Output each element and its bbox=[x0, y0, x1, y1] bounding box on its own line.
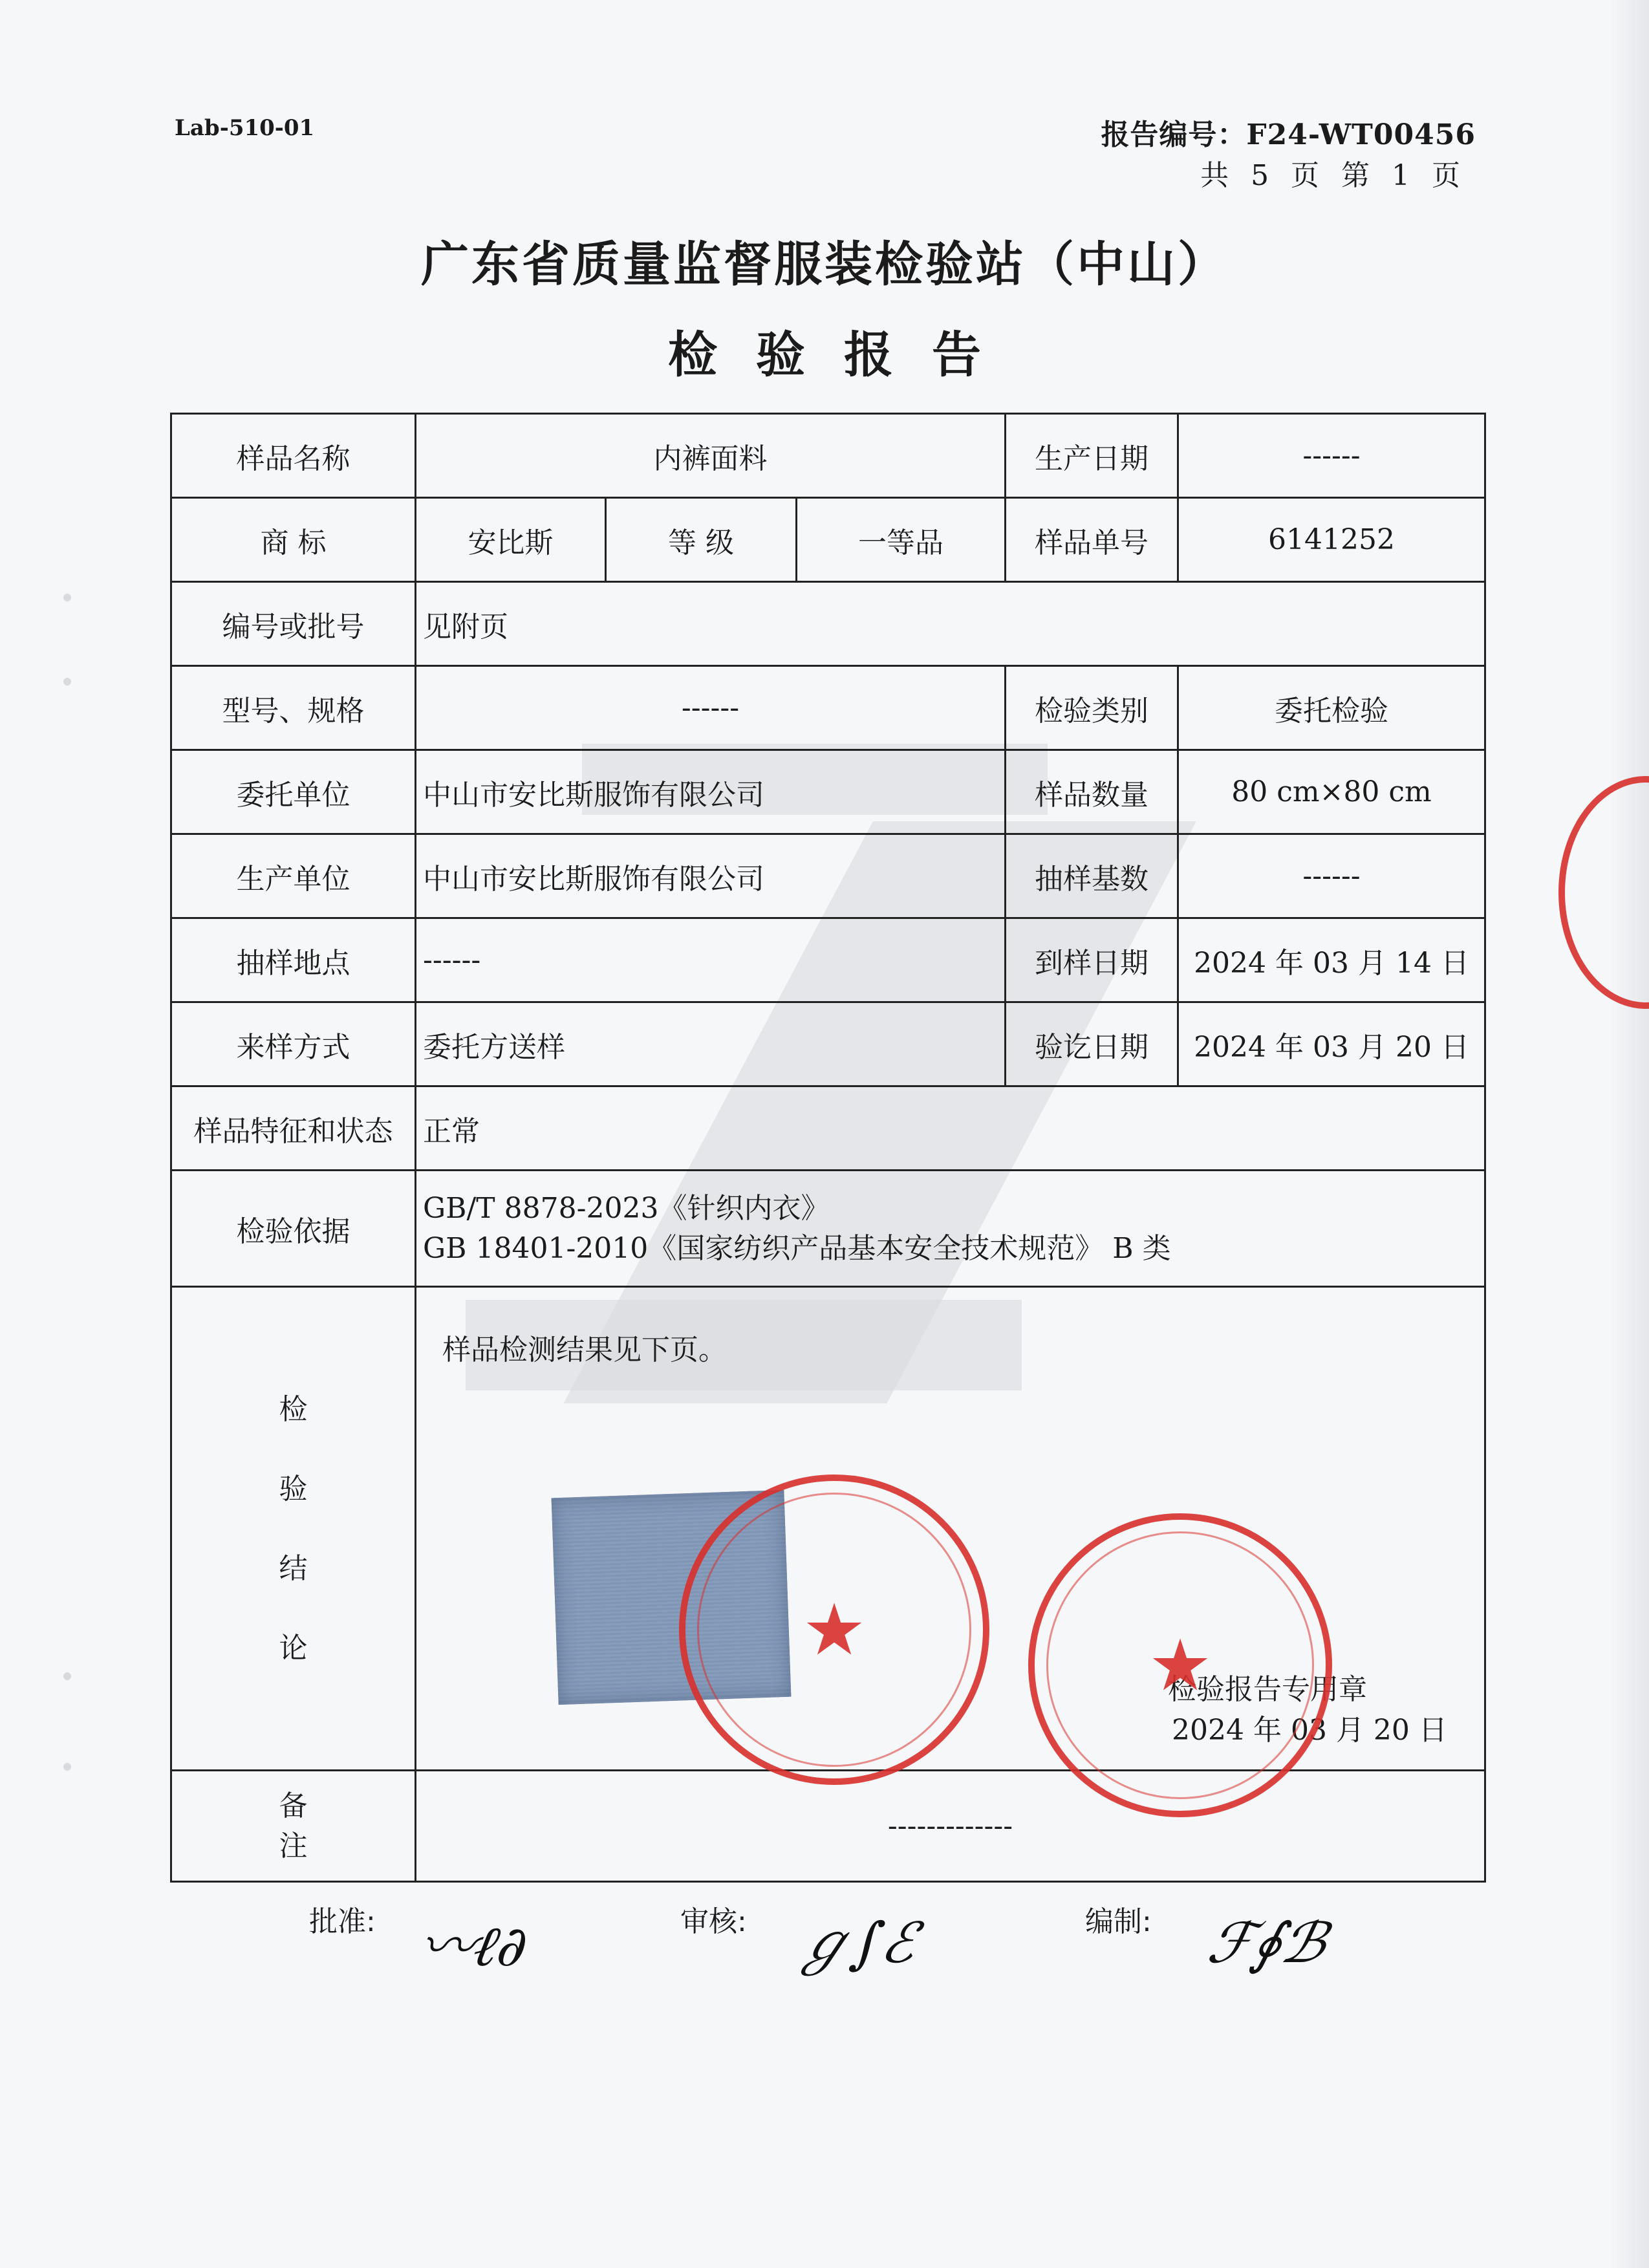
remarks-label-char: 备 bbox=[279, 1789, 308, 1822]
client-value: 中山市安比斯服饰有限公司 bbox=[416, 750, 1006, 834]
stamp-date: 2024 年 03 月 20 日 bbox=[1172, 1714, 1447, 1747]
remarks-value: ------------- bbox=[416, 1771, 1485, 1882]
approver-signature: 〰ℓ∂ bbox=[412, 1914, 534, 1979]
batch-value: 见附页 bbox=[416, 582, 1485, 666]
sample-name-value: 内裤面料 bbox=[416, 414, 1006, 498]
production-date-label: 生产日期 bbox=[1006, 414, 1178, 498]
table-row bbox=[171, 1002, 1485, 1086]
conclusion-text: 样品检测结果见下页。 bbox=[442, 1334, 727, 1366]
table-row bbox=[171, 1086, 1485, 1171]
quantity-label: 样品数量 bbox=[1006, 750, 1178, 834]
remarks-label bbox=[171, 1771, 416, 1882]
batch-label: 编号或批号 bbox=[171, 582, 416, 666]
table-row bbox=[171, 414, 1485, 498]
conclusion-label-char: 检 bbox=[279, 1392, 308, 1426]
punch-mark bbox=[63, 678, 71, 686]
document-id: Lab-510-01 bbox=[175, 115, 315, 141]
basis-label: 检验依据 bbox=[171, 1171, 416, 1287]
grade-label: 等 级 bbox=[606, 498, 797, 582]
punch-mark bbox=[63, 1763, 71, 1771]
conclusion-label bbox=[171, 1287, 416, 1771]
punch-mark bbox=[63, 1672, 71, 1680]
page-title: 广东省质量监督服装检验站（中山） bbox=[421, 237, 1228, 292]
sampling-base-label: 抽样基数 bbox=[1006, 834, 1178, 918]
brand-label: 商 标 bbox=[171, 498, 416, 582]
grade-value: 一等品 bbox=[797, 498, 1006, 582]
client-label: 委托单位 bbox=[171, 750, 416, 834]
reviewer-signature: ℊ∫ℰ bbox=[790, 1911, 923, 1976]
report-number: 报告编号：F24-WT00456 bbox=[1101, 118, 1476, 151]
basis-value bbox=[416, 1171, 1485, 1287]
brand-value: 安比斯 bbox=[416, 498, 606, 582]
table-row bbox=[171, 750, 1485, 834]
review-label: 审核: bbox=[680, 1905, 747, 1938]
delivery-method-label: 来样方式 bbox=[171, 1002, 416, 1086]
remarks-label-char: 注 bbox=[279, 1829, 308, 1863]
conclusion-label-char: 结 bbox=[279, 1551, 308, 1585]
test-type-value: 委托检验 bbox=[1178, 666, 1485, 750]
completion-date-label: 验讫日期 bbox=[1006, 1002, 1178, 1086]
star-icon: ★ bbox=[802, 1588, 867, 1671]
arrival-date-label: 到样日期 bbox=[1006, 918, 1178, 1002]
sample-no-value: 6141252 bbox=[1178, 498, 1485, 582]
page-info: 共 5 页 第 1 页 bbox=[1200, 159, 1467, 192]
table-row bbox=[171, 1771, 1485, 1882]
table-row bbox=[171, 582, 1485, 666]
table-row bbox=[171, 666, 1485, 750]
arrival-date-value: 2024 年 03 月 14 日 bbox=[1178, 918, 1485, 1002]
star-icon: ★ bbox=[1148, 1624, 1212, 1707]
stamp-label: 检验报告专用章 bbox=[1168, 1673, 1367, 1706]
table-row bbox=[171, 834, 1485, 918]
production-date-value: ------ bbox=[1178, 414, 1485, 498]
basis-line-2: GB 18401-2010《国家纺织产品基本安全技术规范》 B 类 bbox=[423, 1231, 1171, 1265]
table-row bbox=[171, 498, 1485, 582]
condition-value: 正常 bbox=[416, 1086, 1485, 1171]
compile-label: 编制: bbox=[1085, 1905, 1152, 1938]
producer-label: 生产单位 bbox=[171, 834, 416, 918]
sampling-place-value: ------ bbox=[416, 918, 1006, 1002]
partial-seal bbox=[1558, 776, 1649, 1009]
inspection-seal bbox=[679, 1474, 989, 1785]
completion-date-value: 2024 年 03 月 20 日 bbox=[1178, 1002, 1485, 1086]
compiler-signature: ℱ∮ℬ bbox=[1202, 1911, 1333, 1976]
condition-label: 样品特征和状态 bbox=[171, 1086, 416, 1171]
quantity-value: 80 cm×80 cm bbox=[1178, 750, 1485, 834]
page-subtitle: 检验报告 bbox=[668, 326, 1020, 383]
model-label: 型号、规格 bbox=[171, 666, 416, 750]
report-seal bbox=[1028, 1513, 1332, 1817]
conclusion-label-char: 论 bbox=[279, 1631, 308, 1665]
test-type-label: 检验类别 bbox=[1006, 666, 1178, 750]
table-row bbox=[171, 1171, 1485, 1287]
sampling-place-label: 抽样地点 bbox=[171, 918, 416, 1002]
basis-line-1: GB/T 8878-2023《针织内衣》 bbox=[423, 1191, 830, 1225]
sample-name-label: 样品名称 bbox=[171, 414, 416, 498]
approve-label: 批准: bbox=[309, 1905, 376, 1938]
producer-value: 中山市安比斯服饰有限公司 bbox=[416, 834, 1006, 918]
table-row bbox=[171, 918, 1485, 1002]
sample-no-label: 样品单号 bbox=[1006, 498, 1178, 582]
model-value: ------ bbox=[416, 666, 1006, 750]
sampling-base-value: ------ bbox=[1178, 834, 1485, 918]
conclusion-label-char: 验 bbox=[279, 1472, 308, 1506]
punch-mark bbox=[63, 594, 71, 601]
delivery-method-value: 委托方送样 bbox=[416, 1002, 1006, 1086]
